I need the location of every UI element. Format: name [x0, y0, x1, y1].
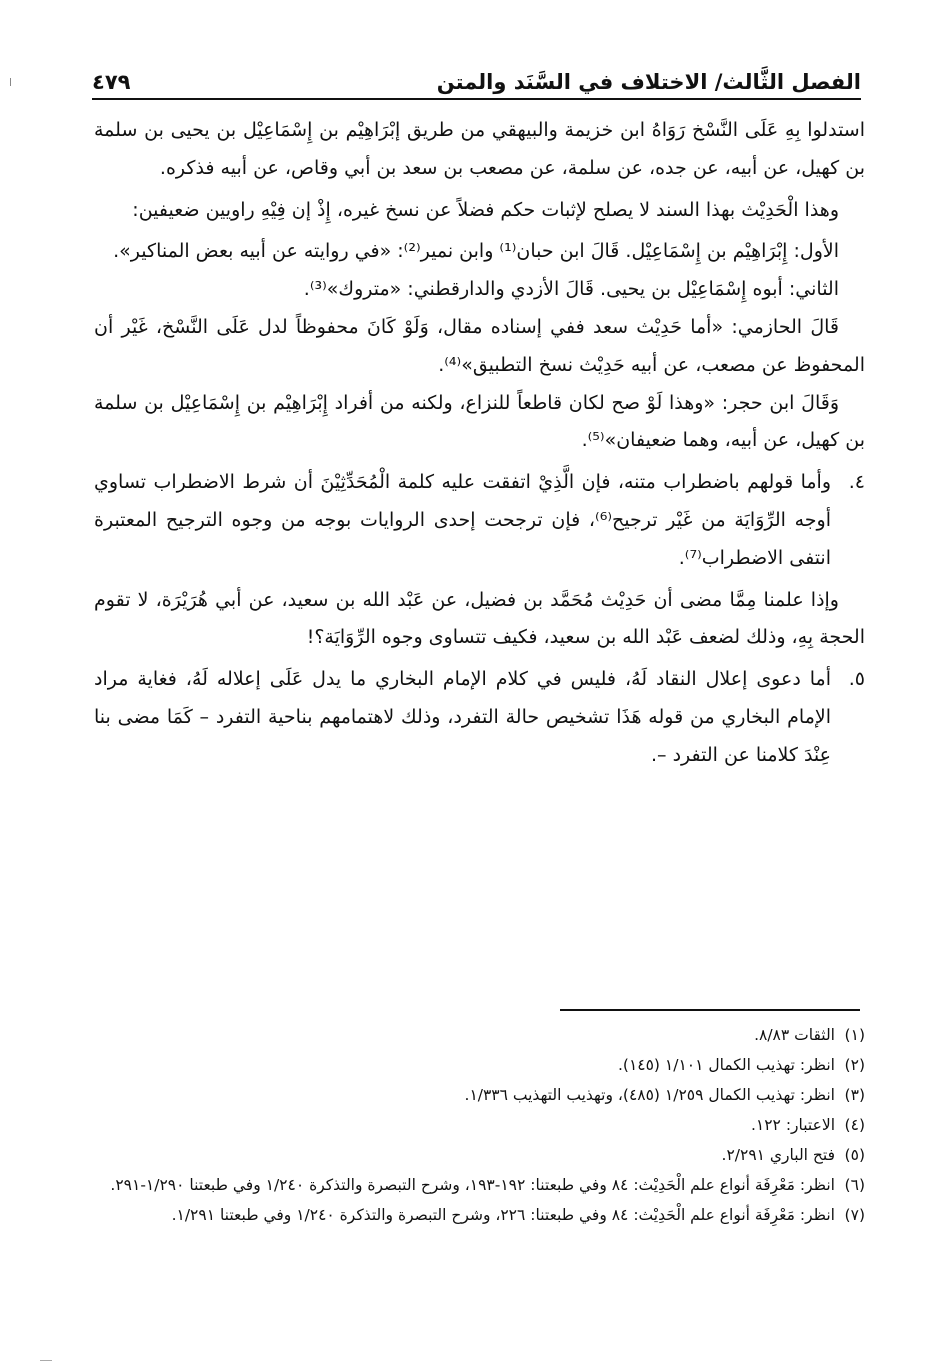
footnote-number: (١): [844, 1026, 865, 1044]
footnote-text: فتح الباري ٢/٢٩١.: [721, 1146, 835, 1164]
footnote-number: (٦): [844, 1176, 865, 1194]
scan-mark: [40, 1360, 52, 1361]
footnote: [94, 1170, 865, 1200]
footnote: [94, 1140, 865, 1170]
scan-mark: [10, 78, 11, 86]
footnote: [94, 1050, 865, 1080]
paragraph: وهذا الْحَدِيْث بهذا السند لا يصلح لإثبات حكم فضلاً عن نسخ غيره، إِذْ إن فِيْهِ راويين ضعيفين:: [132, 198, 839, 221]
paragraph: الأول: إِبْرَاهِيْم بن إِسْمَاعِيْل. قَالَ ابن حبان⁽¹⁾ وابن نمير⁽²⁾: «في روايته عن أبيه بعض المناكير».: [113, 240, 839, 263]
footnote: [94, 1200, 865, 1230]
footnote-text: انظر: تهذيب الكمال ١/١٠١ (١٤٥).: [617, 1056, 835, 1074]
footnote-text: الاعتبار: ١٢٢.: [750, 1116, 835, 1134]
footnote-number: (٥): [844, 1146, 865, 1164]
numbered-paragraph: [94, 661, 865, 774]
numbered-paragraph: [94, 464, 865, 577]
item-text: أما دعوى إعلال النقاد لَهُ، فليس في كلام الإمام البخاري ما يدل عَلَى إعلاله لَهُ، فغاية مراد الإمام البخاري من قوله هَذَا تشخيص حالة التفرد، وذلك لاهتمامهم بناحية التفرد – كَمَا مضى بنا عِنْدَ كلامنا عن التفرد –.: [94, 668, 831, 766]
paragraph: وَقَالَ ابن حجر: «وهذا لَوْ صح لكان قاطعاً للنزاع، ولكنه من أفراد إِبْرَاهِيْم بن إِسْمَاعِيْل بن سلمة بن كهيل، عن أبيه، وهما ضعيفان»⁽⁵⁾.: [94, 391, 865, 452]
footnote-number: (٤): [844, 1116, 865, 1134]
paragraph: استدلوا بِهِ عَلَى النَّسْخ رَوَاهُ ابن خزيمة والبيهقي من طريق إبْرَاهِيْم بن إِسْمَاعِيْل بن يحيى بن سلمة بن كهيل، عن أبيه، عن جده، عن سلمة، عن مصعب بن سعد بن أبي وقاص، عن أبيه فذكره.: [94, 119, 865, 179]
running-header: [92, 58, 861, 100]
footnote: [94, 1110, 865, 1140]
item-number: ٤.: [848, 471, 865, 494]
paragraph: قَالَ الحازمي: «أما حَدِيْث سعد ففي إسناده مقال، وَلَوْ كَانَ محفوظاً لدل عَلَى النَّسْخ، غَيْر أن المحفوظ عن مصعب، عن أبيه حَدِيْث نسخ التطبيق»⁽⁴⁾.: [94, 315, 865, 376]
footnotes: [94, 1020, 865, 1230]
footnote-text: الثقات ٨/٨٣.: [754, 1026, 835, 1044]
page-number: ٤٧٩: [92, 70, 131, 94]
footnote-text: انظر: مَعْرِفَة أنواع علم الْحَدِيْث: ٨٤ وفي طبعتنا: ١٩٢-١٩٣، وشرح التبصرة والتذكرة ١/٢٤٠ وفي طبعتنا ١/٢٩٠-٢٩١.: [110, 1176, 835, 1194]
footnote-number: (٢): [844, 1056, 865, 1074]
item-number: ٥.: [848, 668, 865, 691]
main-text: [94, 112, 865, 775]
paragraph: الثاني: أبوه إِسْمَاعِيْل بن يحيى. قَالَ الأزدي والدارقطني: «متروك»⁽³⁾.: [303, 278, 839, 301]
footnote-number: (٣): [844, 1086, 865, 1104]
footnote-separator: [560, 1009, 860, 1011]
footnote-text: انظر: مَعْرِفَة أنواع علم الْحَدِيْث: ٨٤ وفي طبعتنا: ٢٢٦، وشرح التبصرة والتذكرة ١/٢٤٠ وفي طبعتنا ١/٢٩١.: [171, 1206, 835, 1224]
footnote-number: (٧): [844, 1206, 865, 1224]
chapter-title: الفصل الثَّالث/ الاختلاف في السَّنَد والمتن: [436, 70, 861, 94]
footnote-text: انظر: تهذيب الكمال ١/٢٥٩ (٤٨٥)، وتهذيب التهذيب ١/٣٣٦.: [464, 1086, 835, 1104]
paragraph: وإذا علمنا مِمَّا مضى أن حَدِيْث مُحَمَّد بن فضيل، عن عَبْد الله بن سعيد، عن أبي هُرَيْرَة، لا تقوم الحجة بِهِ، وذلك لضعف عَبْد الله بن سعيد، فكيف تتساوى وجوه الرِّوَايَة؟!: [94, 588, 865, 649]
item-text: وأما قولهم باضطراب متنه، فإن الَّذِيْ اتفقت عليه كلمة الْمُحَدِّثِيْنَ أن شرط الاضطراب تساوي أوجه الرِّوَايَة من غَيْر ترجيح⁽⁶⁾، فإن ترجحت إحدى الروايات بوجه من وجوه الترجيح المعتبرة انتفى الاضطراب⁽⁷⁾.: [94, 471, 832, 569]
footnote: [94, 1020, 865, 1050]
footnote: [94, 1080, 865, 1110]
